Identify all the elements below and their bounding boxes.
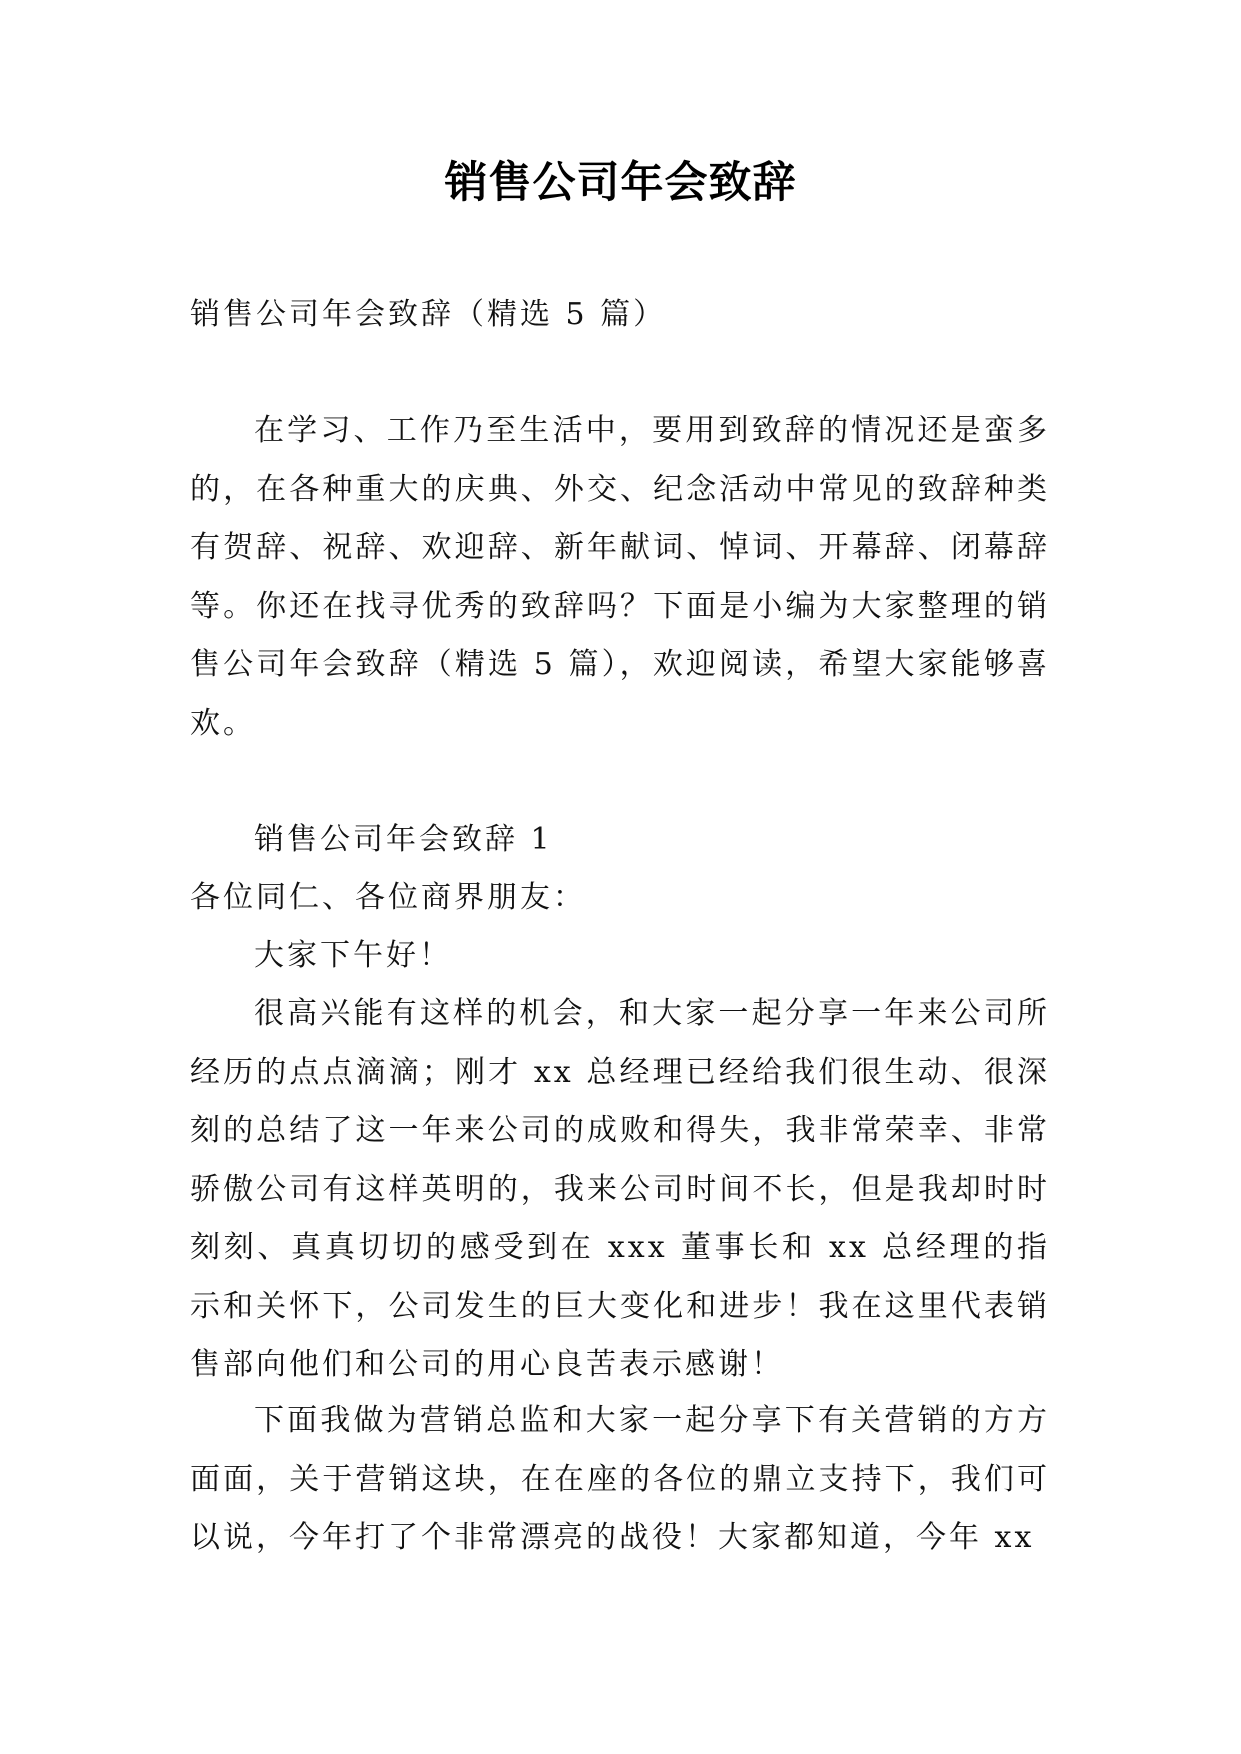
salutation: 各位同仁、各位商界朋友： [190, 880, 586, 915]
body-paragraph: 很高兴能有这样的机会，和大家一起分享一年来公司所经历的点点滴滴；刚才 xx 总经理已经给我们很生动、很深刻的总结了这一年来公司的成败和得失，我非常荣幸、非常骄傲公司有这样英明的，我来公司时间不长，但是我却时时刻刻、真真切切的感受到在 xxx 董事长和 xx 总经理的指示和关怀下，公司发生的巨大变化和进步！我在这里代表销售部向他们和公司的用心良苦表示感谢！ [190, 996, 1050, 1382]
section-heading: 销售公司年会致辞 1 [254, 822, 553, 857]
document-title: 销售公司年会致辞 [444, 158, 797, 208]
body-paragraph: 下面我做为营销总监和大家一起分享下有关营销的方方面面，关于营销这块，在在座的各位的鼎立支持下，我们可以说，今年打了个非常漂亮的战役！大家都知道，今年 xx [190, 1403, 1050, 1555]
intro-paragraph: 在学习、工作乃至生活中，要用到致辞的情况还是蛮多的，在各种重大的庆典、外交、纪念活动中常见的致辞种类有贺辞、祝辞、欢迎辞、新年献词、悼词、开幕辞、闭幕辞等。你还在找寻优秀的致辞吗？下面是小编为大家整理的销售公司年会致辞（精选 5 篇），欢迎阅读，希望大家能够喜欢。 [190, 413, 1050, 741]
greeting: 大家下午好！ [254, 938, 452, 973]
document-subtitle: 销售公司年会致辞（精选 5 篇） [190, 297, 667, 332]
